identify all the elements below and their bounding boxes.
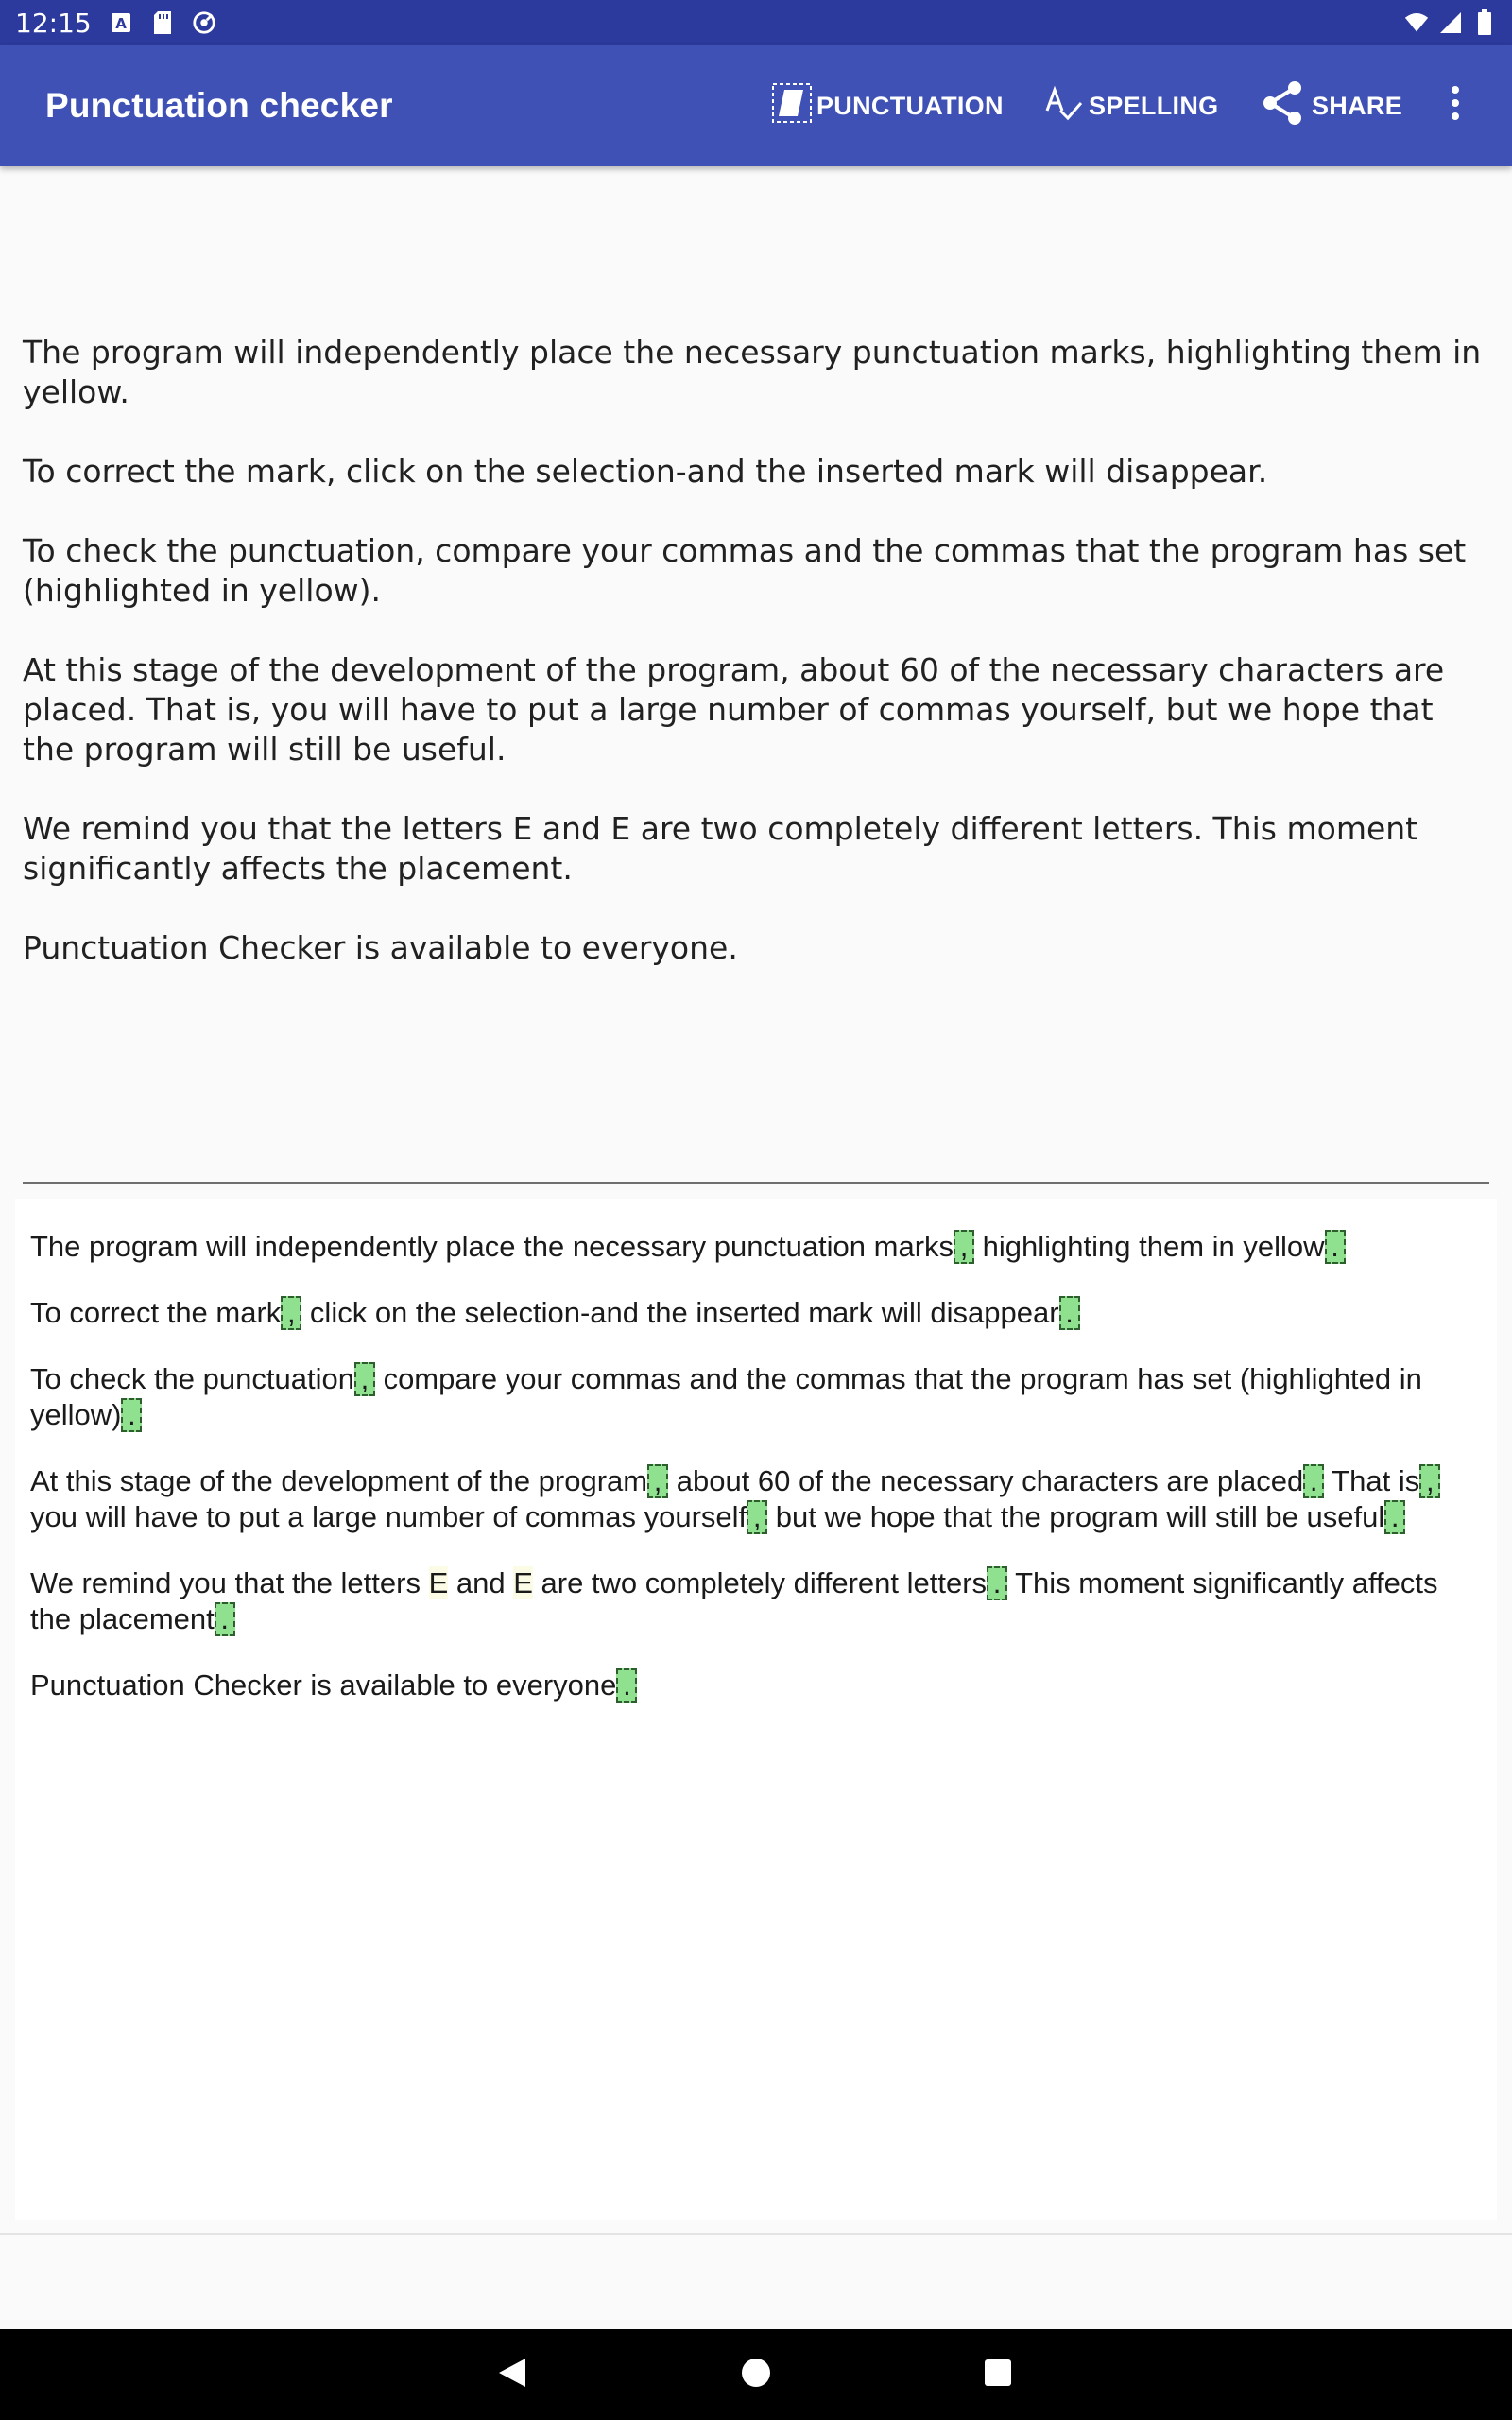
inserted-mark[interactable]: . [121, 1398, 142, 1432]
input-paragraph: To correct the mark, click on the selection-and the inserted mark will disappear. [23, 453, 1268, 490]
spelling-label: SPELLING [1089, 91, 1219, 120]
result-paragraph [30, 1295, 1482, 1331]
highlighted-letter: E [428, 1566, 449, 1599]
result-text-segment: Punctuation Checker is available to everyone [30, 1668, 617, 1702]
result-text [30, 1229, 1482, 1703]
result-panel [15, 1199, 1497, 2220]
home-icon [741, 2358, 771, 2393]
inserted-mark[interactable]: . [1325, 1230, 1346, 1264]
result-text-segment: At this stage of the development of the program [30, 1464, 648, 1497]
result-text-segment: you will have to put a large number of commas yourself [30, 1500, 747, 1533]
inserted-mark[interactable]: . [987, 1566, 1007, 1600]
svg-text:A: A [114, 15, 127, 32]
app-bar [0, 45, 1512, 166]
result-paragraph [30, 1668, 1482, 1703]
inserted-mark[interactable]: , [747, 1500, 767, 1534]
result-text-segment: and [448, 1566, 514, 1599]
result-text-segment: We remind you that the letters [30, 1566, 429, 1599]
result-text-segment: click on the selection-and the inserted mark will disappear [301, 1296, 1059, 1329]
inserted-mark[interactable]: . [1303, 1464, 1324, 1498]
spelling-button[interactable] [1043, 45, 1218, 166]
recents-icon [984, 2359, 1012, 2392]
result-paragraph [30, 1229, 1482, 1265]
inserted-mark[interactable]: , [647, 1464, 668, 1498]
inserted-mark[interactable]: . [215, 1602, 235, 1636]
status-left [15, 8, 216, 39]
input-text-area[interactable] [0, 166, 1512, 1182]
recents-button[interactable] [953, 2329, 1043, 2420]
input-paragraph: Punctuation Checker is available to everyone. [23, 929, 738, 966]
bottom-divider [0, 2233, 1512, 2235]
inserted-mark[interactable]: . [1059, 1296, 1080, 1330]
input-paragraph: To check the punctuation, compare your commas and the commas that the program has set (highlighted in yellow). [23, 532, 1467, 609]
a-notification-icon [109, 10, 133, 35]
battery-icon [1472, 10, 1497, 35]
navigation-bar [0, 2329, 1512, 2420]
wifi-icon [1404, 10, 1429, 35]
result-text-segment: compare your commas and the commas that the program has set (highlighted in yellow) [30, 1362, 1422, 1431]
input-paragraph: At this stage of the development of the program, about 60 of the necessary characters are placed. That is, you will have to put a large number of commas yourself, but we hope that the program will still be useful. [23, 651, 1445, 768]
share-button[interactable] [1259, 45, 1402, 166]
more-vert-icon [1450, 84, 1461, 129]
result-text-segment: To check the punctuation [30, 1362, 354, 1395]
overflow-menu-button[interactable] [1438, 45, 1472, 166]
inserted-mark[interactable]: . [1384, 1500, 1405, 1534]
result-text-segment: That is [1324, 1464, 1420, 1497]
share-label: SHARE [1312, 91, 1403, 120]
result-text-segment: To correct the mark [30, 1296, 282, 1329]
result-text-segment: but we hope that the program will still be useful [767, 1500, 1385, 1533]
highlighted-letter: E [513, 1566, 533, 1599]
app-title: Punctuation checker [45, 86, 393, 125]
back-button[interactable] [467, 2329, 558, 2420]
result-paragraph [30, 1361, 1482, 1433]
result-paragraph [30, 1463, 1482, 1535]
result-text-segment: The program will independently place the necessary punctuation marks [30, 1230, 954, 1263]
punctuation-label: PUNCTUATION [816, 91, 1004, 120]
status-bar [0, 0, 1512, 45]
share-icon [1259, 78, 1308, 134]
input-text[interactable] [23, 333, 1489, 968]
inserted-mark[interactable]: , [1419, 1464, 1440, 1498]
inserted-mark[interactable]: , [354, 1362, 375, 1396]
spellcheck-icon [1043, 82, 1085, 130]
sd-card-icon [150, 10, 175, 35]
punctuation-icon [771, 82, 813, 130]
input-paragraph: The program will independently place the necessary punctuation marks, highlighting them in yellow. [23, 334, 1482, 410]
home-button[interactable] [711, 2329, 801, 2420]
back-icon [497, 2357, 527, 2394]
input-divider [23, 1182, 1489, 1184]
input-paragraph: We remind you that the letters E and E are two completely different letters. This moment significantly affects the placement. [23, 810, 1418, 887]
punctuation-button[interactable] [771, 45, 1004, 166]
status-time: 12:15 [15, 7, 92, 39]
inserted-mark[interactable]: . [616, 1668, 637, 1703]
vpn-icon [192, 10, 216, 35]
result-text-segment: are two completely different letters [532, 1566, 988, 1599]
result-text-segment: about 60 of the necessary characters are placed [668, 1464, 1304, 1497]
inserted-mark[interactable]: , [954, 1230, 974, 1264]
signal-icon [1438, 10, 1463, 35]
result-paragraph [30, 1565, 1482, 1637]
result-text-segment: highlighting them in yellow [974, 1230, 1325, 1263]
status-right [1404, 10, 1497, 35]
result-text-segment: This moment significantly affects the placement [30, 1566, 1438, 1635]
inserted-mark[interactable]: , [281, 1296, 301, 1330]
